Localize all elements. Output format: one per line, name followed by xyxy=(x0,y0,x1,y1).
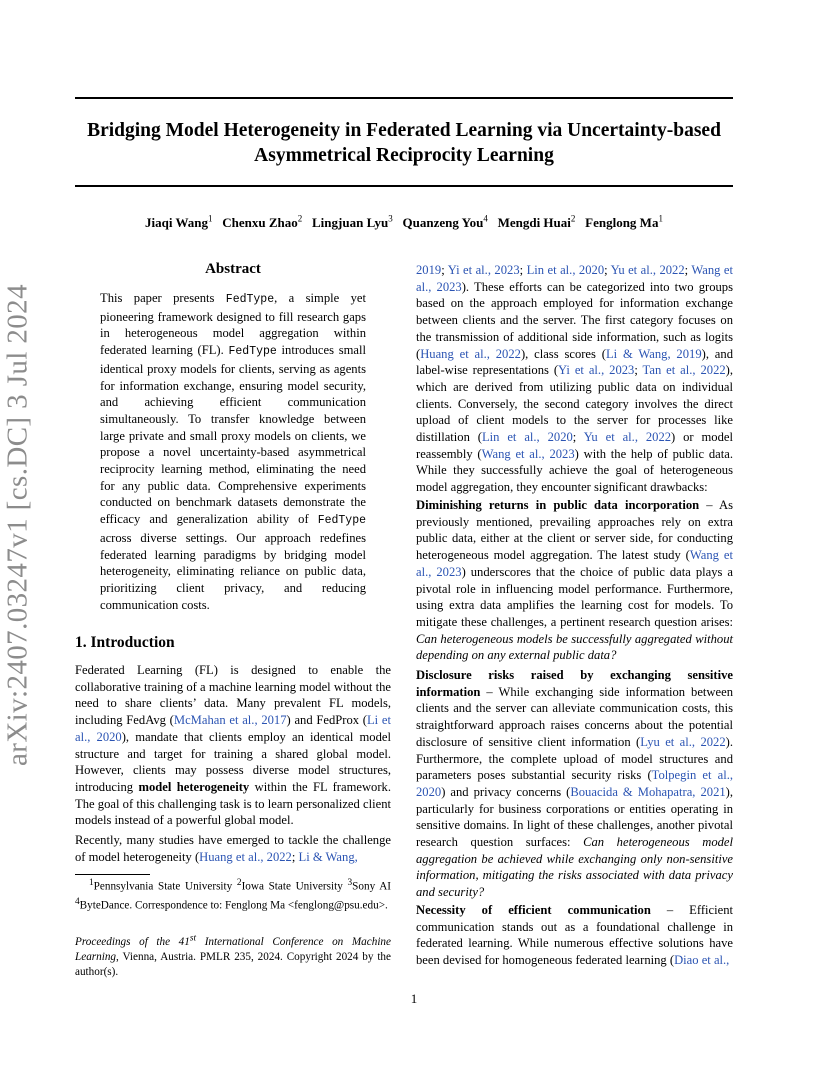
citation-link[interactable]: McMahan et al., 2017 xyxy=(173,713,287,728)
citation-link[interactable]: Wang et al., 2023 xyxy=(416,548,733,579)
citation-link[interactable]: Li et al., 2020 xyxy=(75,713,391,744)
page-number: 1 xyxy=(410,991,418,1006)
author-list xyxy=(75,214,733,231)
paper-title: Bridging Model Heterogeneity in Federated Learning via Uncertainty-based Asymmetrical Reciprocity Learning xyxy=(87,120,721,166)
right-paragraph-2: Diminishing returns in public data incorporation – As previously mentioned, prevailing approaches rely on extra public data, either at the client or server side, for conducting heterogeneous model aggregation. The latest study (Wang et al., 2023) underscores that the choice of public data plays a pivotal role in influencing model performance. Furthermore, using extra data amplifies the learning cost for models. To mitigate these challenges, a pertinent research question arises: Can heterogeneous models be successfully aggregated without depending on any external public data? xyxy=(416,498,733,663)
citation-link[interactable]: Tolpegin et al., 2020 xyxy=(416,768,734,799)
citation-link[interactable]: Lin et al., 2020 xyxy=(526,263,605,277)
right-paragraph-3: Disclosure risks raised by exchanging sensitive information – While exchanging side information between clients and the server can alleviate communication costs, this straightforward approach raises concerns about the potential disclosure of sensitive client information (Lyu et al., 2022). Furthermore, the complete upload of model structures and parameters poses substantial security risks (Tolpegin et al., 2020) and privacy concerns (Bouacida & Mohapatra, 2021), particularly for business corporations or entities operating in sensitive domains. In light of these challenges, another pivotal research question surfaces: Can heterogeneous model aggregation be achieved while exchanging only non-sensitive information, mitigating the risks associated with data privacy and security? xyxy=(416,668,734,900)
section-heading-introduction: 1. Introduction xyxy=(75,634,175,651)
proceedings-note: Proceedings of the 41st International Conference on Machine Learning, Vienna, Austria. PMLR 235, 2024. Copyright 2024 by the author(s). xyxy=(75,933,391,978)
citation-link[interactable]: 2019 xyxy=(416,263,442,277)
right-paragraph-4: Necessity of efficient communication – Efficient communication stands out as a foundational challenge in federated learning. While numerous effective solutions have been devised for homogeneous federated learning (Diao et al., xyxy=(416,903,733,968)
affiliation-footnote: $^1$Pennsylvania State University $^2$Iowa State University $^3$Sony AI $^4$ByteDance. Correspondence to: Fenglong Ma <fenglong@psu.edu>. xyxy=(75,878,391,912)
author: Jiaqi Wang$^1$ xyxy=(145,214,213,231)
citation-link[interactable]: Yu et al., 2022 xyxy=(610,263,685,277)
intro-paragraph-1: Federated Learning (FL) is designed to enable the collaborative training of a machine learning model without the need to share clients’ data. Many prevalent FL models, including FedAvg (McMahan et al., 2017) and FedProx (Li et al., 2020), mandate that clients employ an identical model structure and target for training a shared global model. However, clients may possess diverse model structures, introducing model heterogeneity within the FL framework. The goal of this challenging task is to learn personalized client models instead of a powerful global model. xyxy=(75,663,391,828)
citation-link[interactable]: Li & Wang, 2019 xyxy=(605,346,702,361)
citation-link[interactable]: Yi et al., 2023 xyxy=(447,263,520,277)
footnote-separator xyxy=(75,874,150,875)
author: Fenglong Ma$^1$ xyxy=(585,214,663,231)
intro-paragraph-2: Recently, many studies have emerged to tackle the challenge of model heterogeneity (Huang et al., 2022; Li & Wang, xyxy=(75,833,391,864)
citation-link[interactable]: Huang et al., 2022 xyxy=(420,346,521,361)
citation-link[interactable]: Wang et al., 2023 xyxy=(416,263,733,294)
citation-link[interactable]: Li & Wang, xyxy=(298,849,358,864)
citation-link[interactable]: Wang et al., 2023 xyxy=(481,446,575,461)
citation-link[interactable]: Tan et al., 2022 xyxy=(642,363,726,378)
citation-link[interactable]: Diao et al., xyxy=(674,953,730,968)
author: Lingjuan Lyu$^3$ xyxy=(312,214,393,231)
author: Chenxu Zhao$^2$ xyxy=(222,214,303,231)
citation-link[interactable]: Yi et al., 2023 xyxy=(558,363,635,378)
title-bottom-rule xyxy=(75,185,733,187)
citation-link[interactable]: Lin et al., 2020 xyxy=(481,430,573,445)
abstract-body: This paper presents FedType, a simple yet pioneering framework designed to fill research gaps in heterogeneous model aggregation within federated learning (FL). FedType introduces small identical proxy models for clients, serving as agents for information exchange, ensuring model security, and achieving efficient communication simultaneously. To transfer knowledge between large private and small proxy models on clients, we propose a novel uncertainty-based asymmetrical reciprocity learning method, eliminating the need for any public data. Comprehensive experiments conducted on benchmark datasets demonstrate the efficacy and generalization ability of FedType across diverse settings. Our approach redefines federated learning paradigms by bridging model heterogeneity, eliminating reliance on public data, prioritizing client privacy, and reducing communication costs. xyxy=(100,291,366,612)
citation-link[interactable]: Yu et al., 2022 xyxy=(583,430,672,445)
right-paragraph-1: 2019; Yi et al., 2023; Lin et al., 2020; Yu et al., 2022; Wang et al., 2023). These efforts can be categorized into two groups based on the approach employed for information exchange between clients and the server. The first category focuses on the transmission of additional side information, such as logits (Huang et al., 2022), class scores (Li & Wang, 2019), and label-wise representations (Yi et al., 2023; Tan et al., 2022), which are derived from utilizing public data on individual clients. Conversely, the second category involves the direct upload of client models to the server for processes like distillation (Lin et al., 2020; Yu et al., 2022) or model reassembly (Wang et al., 2023) with the help of public data. While they successfully achieve the goal of heterogeneous model aggregation, they encounter significant drawbacks: xyxy=(416,263,734,495)
citation-link[interactable]: Bouacida & Mohapatra, 2021 xyxy=(570,784,726,799)
citation-link[interactable]: Lyu et al., 2022 xyxy=(640,734,726,749)
author: Mengdi Huai$^2$ xyxy=(497,214,576,231)
abstract-heading: Abstract xyxy=(205,261,261,277)
author: Quanzeng You$^4$ xyxy=(402,214,488,231)
top-rule xyxy=(75,97,733,99)
citation-link[interactable]: Huang et al., 2022 xyxy=(199,849,292,864)
